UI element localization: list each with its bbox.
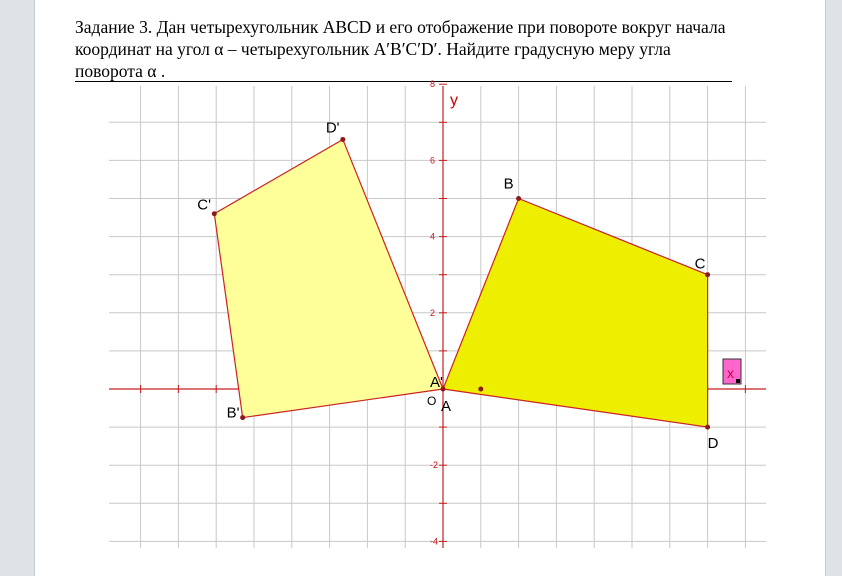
point-label: B' [226,404,240,422]
y-tick-label: -2 [430,460,439,471]
y-tick-label: 4 [430,231,436,242]
point-marker[interactable] [340,137,345,142]
x-axis-name: x [727,365,734,381]
x-axis-name-box[interactable] [723,359,741,384]
point-label: A' [430,374,443,391]
point-label: B [503,175,514,193]
point-marker[interactable] [516,196,521,201]
x-name-box-handle[interactable] [736,379,740,383]
point-marker[interactable] [705,425,710,430]
point-marker[interactable] [240,415,245,420]
point-label: D' [325,119,340,137]
quadrilateral-image [214,139,443,417]
point-label: C' [197,196,212,214]
point-marker[interactable] [212,211,217,216]
y-axis-name: y [450,92,458,109]
y-tick-label: 6 [430,155,436,166]
point-label: C [694,255,706,273]
y-tick-label: -4 [430,536,439,547]
point-label: D [707,435,719,453]
unit-point-marker[interactable] [478,387,483,392]
quadrilateral-original [443,199,708,428]
point-label: A [441,398,452,415]
point-marker[interactable] [705,272,710,277]
y-tick-label: 2 [430,307,436,318]
y-tick-label: 8 [430,79,436,90]
task-statement: Задание 3. Дан четырехугольник ABCD и его отображение при повороте вокруг начала координат на угол α – четырехугольник A′B′C′D′. Найдите градусную меру угла поворота α . [75,17,726,81]
origin-label: O [427,394,437,408]
